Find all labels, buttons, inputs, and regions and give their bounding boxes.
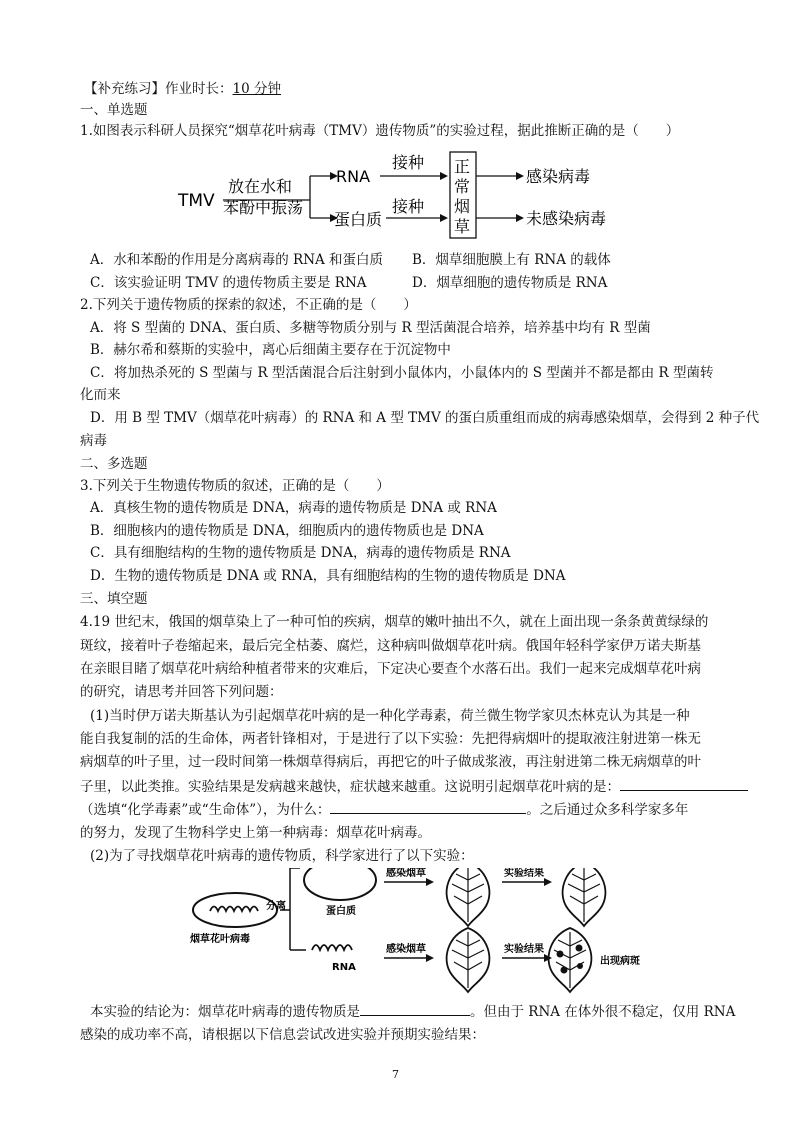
- q4-rna-coil: [312, 945, 352, 950]
- q4-answer-blank-1[interactable]: [620, 776, 748, 791]
- q1-option-c: C．该实验证明 TMV 的遗传物质主要是 RNA: [90, 275, 367, 291]
- q1-tmv-label: TMV: [178, 191, 215, 211]
- q1-treat-line2: 苯酚中振荡: [223, 198, 304, 217]
- q4-para-4: 的研究，请思考并回答下列问题：: [80, 684, 283, 700]
- q4-separate-label: 分离: [266, 901, 286, 912]
- q2-option-a: A．将 S 型菌的 DNA、蛋白质、多糖等物质分别与 R 型活菌混合培养，培养基中均有 R 型菌: [90, 320, 651, 336]
- q3-stem: 3.下列关于生物遗传物质的叙述，正确的是（ ）: [80, 478, 390, 494]
- section-fill: 三、填空题: [80, 591, 148, 607]
- q2-option-b: B．赫尔希和蔡斯的实验中，离心后细菌主要存在于沉淀物中: [90, 342, 451, 358]
- q3-option-d: D．生物的遗传物质是 DNA 或 RNA，具有细胞结构的生物的遗传物质是 DNA: [90, 568, 566, 584]
- q4-infect-label-top: 感染烟草: [386, 868, 426, 879]
- q1-option-d: D．烟草细胞的遗传物质是 RNA: [412, 275, 608, 291]
- q4-sub1-line3: 病烟草的叶子里，过一段时间第一株烟草得病后，再把它的叶子做成浆液，再注射进第二株无病烟草的叶: [80, 754, 701, 770]
- q4-rna-label: RNA: [332, 962, 356, 973]
- q4-result-label-top: 实验结果: [504, 868, 544, 879]
- q2-option-c-line2: 化而来: [80, 387, 121, 403]
- q4-disease-label: 出现病斑: [600, 956, 640, 967]
- q1-not-infected-label: 未感染病毒: [526, 209, 607, 228]
- q4-infect-label-bottom: 感染烟草: [386, 944, 426, 955]
- homework-header: 【补充练习】作业时长：10 分钟: [84, 81, 281, 97]
- page-number: 7: [392, 1068, 399, 1081]
- q4-para-1: 4.19 世纪末，俄国的烟草染上了一种可怕的疾病，烟草的嫩叶抽出不久，就在上面出现一条条黄黄绿绿的: [80, 614, 709, 630]
- q1-diagram: [170, 150, 630, 240]
- q4-protein-shape: [304, 868, 376, 900]
- section-single: 一、单选题: [80, 102, 148, 118]
- q4-sub1-line6: 的努力，发现了生物科学史上第一种病毒：烟草花叶病毒。: [80, 825, 431, 841]
- q4-sub1-line1: (1)当时伊万诺夫斯基认为引起烟草花叶病的是一种化学毒素，荷兰微生物学家贝杰林克认为其是一种: [90, 708, 690, 724]
- q4-answer-blank-2[interactable]: [330, 799, 526, 814]
- q1-infected-label: 感染病毒: [526, 167, 591, 186]
- q4-leaf-top-before: [447, 868, 490, 926]
- q4-virus-rna-coil: [210, 907, 258, 912]
- q2-option-d-line2: 病毒: [80, 433, 107, 449]
- q4-leaf-bottom-after: [549, 928, 592, 992]
- q4-para-3: 在亲眼目睹了烟草花叶病给种植者带来的灾难后，下定决心要查个水落石出。我们一起来完成烟草花叶病: [80, 661, 701, 677]
- q3-option-b: B．细胞核内的遗传物质是 DNA，细胞质内的遗传物质也是 DNA: [90, 523, 484, 539]
- q4-leaf-top-after: [563, 868, 606, 926]
- q4-result-label-bottom: 实验结果: [504, 944, 544, 955]
- q1-tobacco-char-3: 烟: [454, 197, 471, 216]
- q2-stem: 2.下列关于遗传物质的探索的叙述，不正确的是（ ）: [80, 297, 417, 313]
- q1-tobacco-char-4: 草: [454, 217, 471, 236]
- q4-sub1-line4: 子里，以此类推。实验结果是发病越来越快，症状越来越重。这说明引起烟草花叶病的是：: [80, 776, 748, 797]
- section-multi: 二、多选题: [80, 456, 148, 472]
- q1-treat-line1: 放在水和: [228, 177, 293, 196]
- q4-conclusion-line2: 感染的成功率不高，请根据以下信息尝试改进实验并预期实验结果：: [80, 1027, 485, 1043]
- q1-protein-label: 蛋白质: [334, 210, 383, 229]
- q1-inoculate-top: 接种: [392, 153, 425, 172]
- q4-diagram: [180, 868, 640, 998]
- q4-conclusion-line1: 本实验的结论为：烟草花叶病毒的遗传物质是 。但由于 RNA 在体外很不稳定，仅用 RNA: [90, 1001, 735, 1022]
- q1-tobacco-char-1: 正: [454, 157, 471, 176]
- q1-inoculate-bottom: 接种: [392, 197, 425, 216]
- q1-option-a: A．水和苯酚的作用是分离病毒的 RNA 和蛋白质: [90, 252, 384, 268]
- q3-option-c: C．具有细胞结构的生物的遗传物质是 DNA，病毒的遗传物质是 RNA: [90, 545, 511, 561]
- q1-tobacco-char-2: 常: [454, 177, 471, 196]
- q4-answer-blank-3[interactable]: [360, 1001, 470, 1016]
- q1-option-b: B．烟草细胞膜上有 RNA 的载体: [412, 252, 611, 268]
- q4-virus-label: 烟草花叶病毒: [190, 934, 250, 945]
- q3-option-a: A．真核生物的遗传物质是 DNA，病毒的遗传物质是 DNA 或 RNA: [90, 500, 497, 516]
- q4-protein-label: 蛋白质: [326, 906, 356, 917]
- homework-duration: 10 分钟: [232, 81, 281, 97]
- q4-para-2: 斑纹，接着叶子卷缩起来，最后完全枯萎、腐烂，这种病叫做烟草花叶病。俄国年轻科学家伊万诺夫斯基: [80, 638, 701, 654]
- q4-sub2-line: (2)为了寻找烟草花叶病毒的遗传物质，科学家进行了以下实验：: [90, 848, 474, 864]
- q1-rna-label: RNA: [336, 167, 371, 186]
- q1-stem: 1.如图表示科研人员探究“烟草花叶病毒（TMV）遗传物质”的实验过程，据此推断正确的是（ ）: [80, 123, 680, 139]
- q4-leaf-bottom-before: [447, 928, 490, 992]
- q2-option-d-line1: D．用 B 型 TMV（烟草花叶病毒）的 RNA 和 A 型 TMV 的蛋白质重组而成的病毒感染烟草，会得到 2 种子代: [90, 410, 760, 426]
- q4-sub1-line5: （选填“化学毒素”或“生命体”），为什么： 。之后通过众多科学家多年: [80, 799, 688, 820]
- q4-sub1-line2: 能自我复制的活的生命体，两者针锋相对，于是进行了以下实验：先把得病烟叶的提取液注射进第一株无: [80, 731, 701, 747]
- q2-option-c-line1: C．将加热杀死的 S 型菌与 R 型活菌混合后注射到小鼠体内，小鼠体内的 S 型菌并不都是都由 R 型菌转: [90, 365, 714, 381]
